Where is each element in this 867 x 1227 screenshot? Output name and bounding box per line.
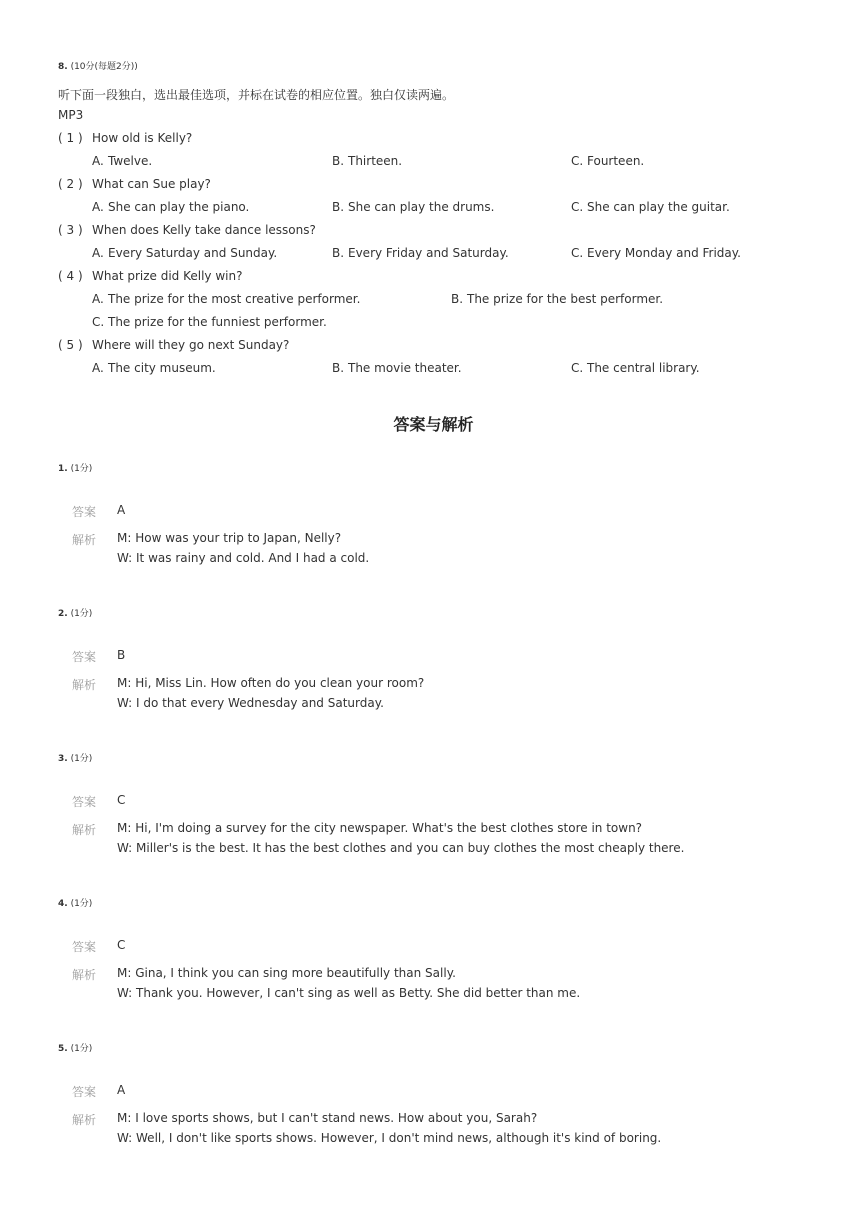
option-1b	[332, 154, 402, 168]
option-text: The prize for the best performer.	[467, 292, 664, 306]
option-letter: C.	[92, 315, 105, 329]
analysis-label: 解析	[72, 1113, 97, 1127]
question-instruction: 听下面一段独白，选出最佳选项，并标在试卷的相应位置。独白仅读两遍。	[58, 88, 455, 102]
subquestion-text: When does Kelly take dance lessons?	[92, 223, 316, 237]
subquestion-5	[58, 338, 289, 352]
option-letter: A.	[92, 292, 104, 306]
option-3a	[92, 246, 277, 260]
option-text: She can play the piano.	[108, 200, 250, 214]
answer-number: 1.	[58, 464, 68, 474]
option-letter: B.	[451, 292, 464, 306]
option-3b	[332, 246, 509, 260]
subquestion-text: What can Sue play?	[92, 177, 211, 191]
answer-label: 答案	[72, 795, 97, 809]
analysis-line: M: Hi, I'm doing a survey for the city newspaper. What's the best clothes store in town?	[117, 821, 643, 835]
analysis-line: W: I do that every Wednesday and Saturday.	[117, 696, 384, 710]
audio-label[interactable]: MP3	[58, 108, 84, 122]
answer-number: 4.	[58, 899, 68, 909]
option-5b	[332, 361, 462, 375]
answer-2-header	[58, 606, 92, 619]
option-text: Every Monday and Friday.	[587, 246, 741, 260]
subquestion-text: Where will they go next Sunday?	[92, 338, 290, 352]
answer-value: C	[117, 938, 126, 952]
answer-3-header	[58, 751, 92, 764]
answers-section-title: 答案与解析	[393, 415, 474, 434]
option-text: Fourteen.	[587, 154, 645, 168]
subquestion-number: ( 4 )	[58, 269, 83, 283]
option-letter: C.	[571, 154, 584, 168]
subquestion-text: How old is Kelly?	[92, 131, 193, 145]
subquestion-text: What prize did Kelly win?	[92, 269, 243, 283]
option-text: Twelve.	[108, 154, 153, 168]
option-text: Every Friday and Saturday.	[348, 246, 509, 260]
option-2a	[92, 200, 249, 214]
subquestion-3	[58, 223, 316, 237]
option-text: The prize for the most creative performer.	[108, 292, 361, 306]
answer-5-header	[58, 1041, 92, 1054]
analysis-line: M: I love sports shows, but I can't stand news. How about you, Sarah?	[117, 1111, 538, 1125]
option-text: The central library.	[587, 361, 700, 375]
answer-label: 答案	[72, 505, 97, 519]
option-text: Every Saturday and Sunday.	[108, 246, 278, 260]
option-4a	[92, 292, 360, 306]
option-letter: A.	[92, 154, 104, 168]
answer-score: (1分)	[70, 609, 93, 619]
option-3c	[571, 246, 741, 260]
option-4b	[451, 292, 663, 306]
answer-number: 3.	[58, 754, 68, 764]
option-letter: A.	[92, 246, 104, 260]
answer-score: (1分)	[70, 899, 93, 909]
option-text: Thirteen.	[348, 154, 403, 168]
analysis-line: W: Thank you. However, I can't sing as well as Betty. She did better than me.	[117, 986, 581, 1000]
option-text: The city museum.	[108, 361, 216, 375]
option-letter: C.	[571, 361, 584, 375]
option-text: The prize for the funniest performer.	[108, 315, 327, 329]
subquestion-number: ( 3 )	[58, 223, 83, 237]
subquestion-1	[58, 131, 192, 145]
answer-value: A	[117, 1083, 126, 1097]
answer-number: 2.	[58, 609, 68, 619]
option-letter: B.	[332, 154, 345, 168]
answer-value: B	[117, 648, 126, 662]
analysis-line: W: It was rainy and cold. And I had a cold.	[117, 551, 370, 565]
answer-score: (1分)	[70, 464, 93, 474]
analysis-label: 解析	[72, 533, 97, 547]
option-text: She can play the guitar.	[587, 200, 730, 214]
analysis-line: M: Gina, I think you can sing more beautifully than Sally.	[117, 966, 456, 980]
option-5a	[92, 361, 216, 375]
option-text: The movie theater.	[348, 361, 462, 375]
option-4c	[92, 315, 327, 329]
answer-label: 答案	[72, 940, 97, 954]
option-letter: C.	[571, 246, 584, 260]
subquestion-number: ( 5 )	[58, 338, 83, 352]
answer-1-header	[58, 461, 92, 474]
subquestion-4	[58, 269, 242, 283]
option-letter: B.	[332, 200, 345, 214]
analysis-line: M: How was your trip to Japan, Nelly?	[117, 531, 342, 545]
answer-value: A	[117, 503, 126, 517]
option-5c	[571, 361, 700, 375]
option-letter: B.	[332, 361, 345, 375]
question-number: 8.	[58, 62, 68, 72]
answer-4-header	[58, 896, 92, 909]
question-score: (10分(每题2分))	[70, 62, 138, 72]
option-letter: A.	[92, 361, 104, 375]
answer-label: 答案	[72, 650, 97, 664]
option-letter: B.	[332, 246, 345, 260]
option-2b	[332, 200, 494, 214]
answer-score: (1分)	[70, 1044, 93, 1054]
option-2c	[571, 200, 730, 214]
analysis-label: 解析	[72, 968, 97, 982]
option-1c	[571, 154, 644, 168]
answer-score: (1分)	[70, 754, 93, 764]
analysis-line: W: Miller's is the best. It has the best clothes and you can buy clothes the most cheaply there.	[117, 841, 685, 855]
answer-value: C	[117, 793, 126, 807]
answer-label: 答案	[72, 1085, 97, 1099]
subquestion-number: ( 1 )	[58, 131, 83, 145]
option-1a	[92, 154, 152, 168]
analysis-line: W: Well, I don't like sports shows. However, I don't mind news, although it's kind of boring.	[117, 1131, 662, 1145]
subquestion-number: ( 2 )	[58, 177, 83, 191]
option-letter: A.	[92, 200, 104, 214]
option-letter: C.	[571, 200, 584, 214]
question-8-header	[58, 59, 138, 72]
subquestion-2	[58, 177, 211, 191]
option-text: She can play the drums.	[348, 200, 495, 214]
analysis-label: 解析	[72, 823, 97, 837]
analysis-line: M: Hi, Miss Lin. How often do you clean your room?	[117, 676, 425, 690]
answer-number: 5.	[58, 1044, 68, 1054]
analysis-label: 解析	[72, 678, 97, 692]
